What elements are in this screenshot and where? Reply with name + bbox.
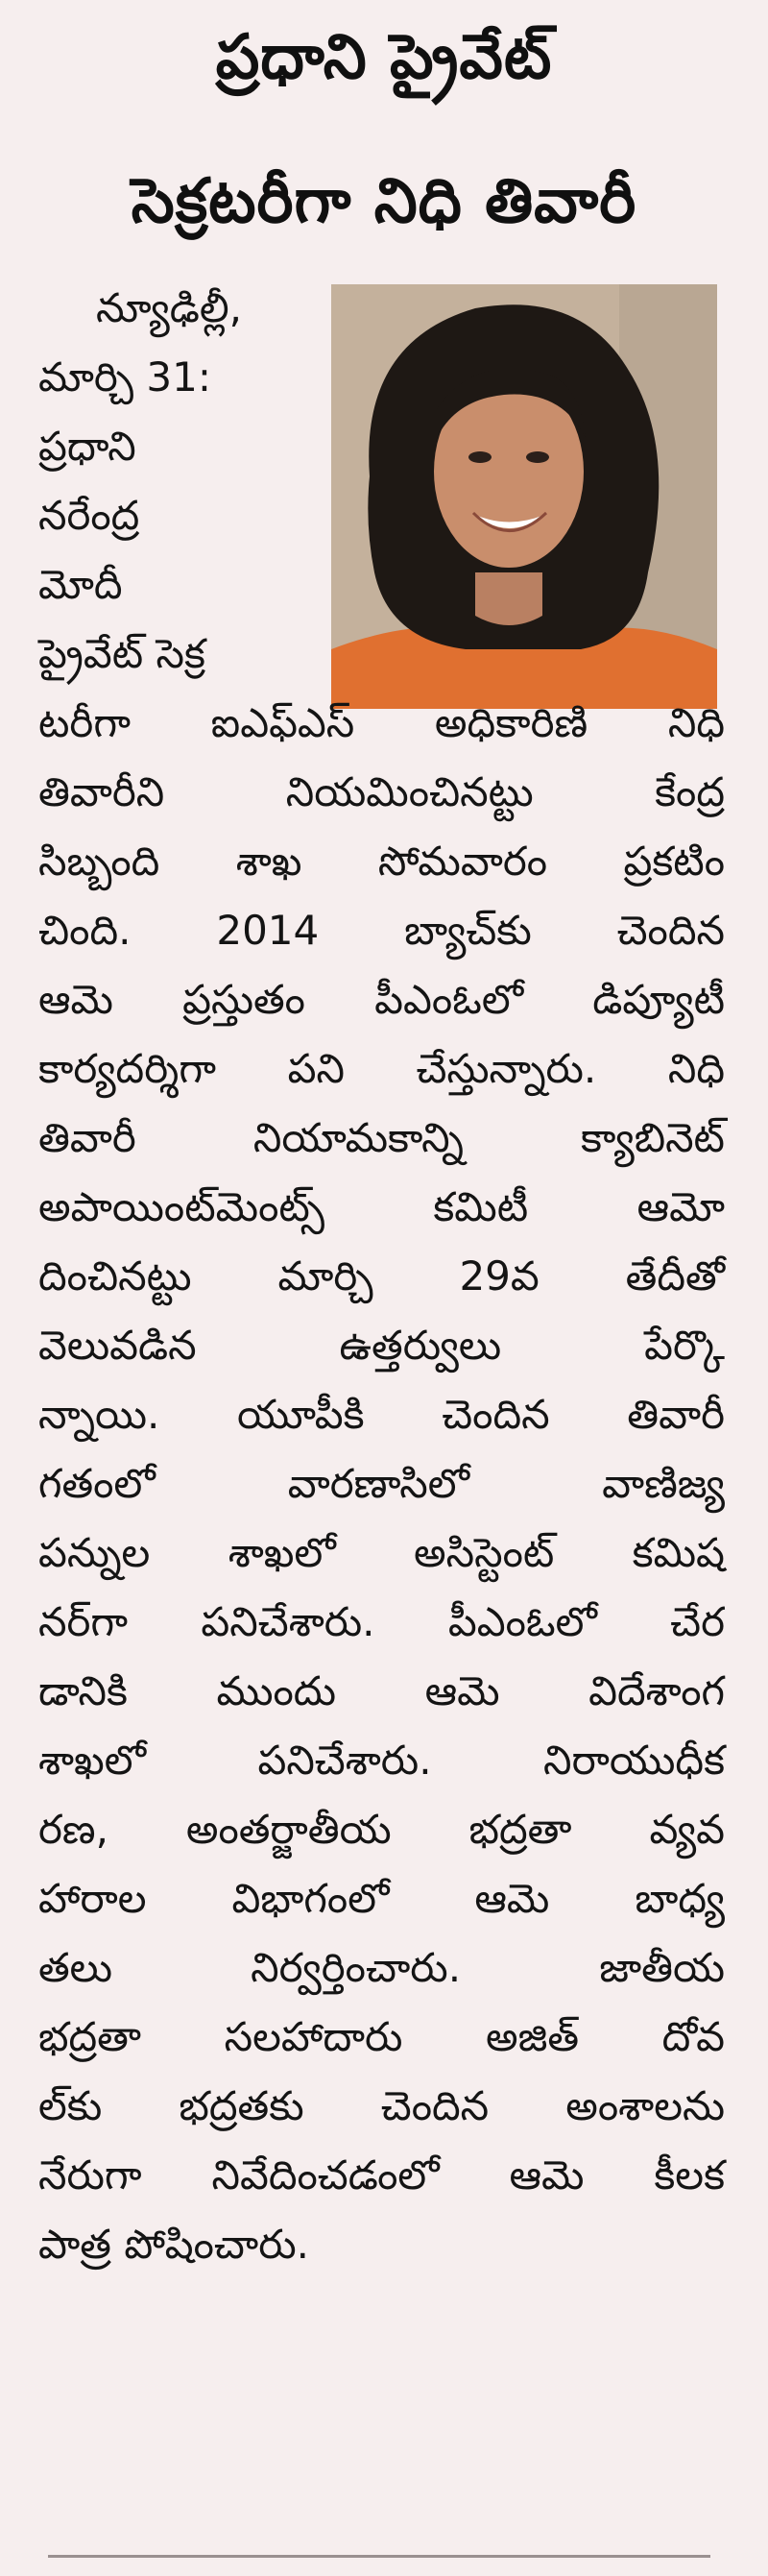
article-line-5: మోదీ xyxy=(38,561,123,608)
article-line-6: ప్రైవేట్ సెక్ర xyxy=(38,630,205,677)
article-line-2: మార్చి 31: xyxy=(38,353,211,401)
portrait-photo xyxy=(331,284,717,709)
article-line-20: నర్‌గా పనిచేశారు. పీఎంఓలో చేర xyxy=(38,1598,725,1645)
headline-line-2: సెక్రటరీగా నిధి తివారీ xyxy=(131,166,637,237)
article-line-28: నేరుగా నివేదించడంలో ఆమె కీలక xyxy=(38,2151,725,2199)
article-line-10: చింది. 2014 బ్యాచ్‌కు చెందిన xyxy=(38,907,725,954)
headline-line-1: ప్రధాని ప్రైవేట్ xyxy=(215,22,553,93)
article-line-23: రణ, అంతర్జాతీయ భద్రతా వ్యవ xyxy=(38,1806,725,1853)
article-line-9: సిబ్బంది శాఖ సోమవారం ప్రకటిం xyxy=(38,838,725,885)
bottom-divider xyxy=(48,2555,710,2558)
article-line-14: అపాయింట్‌మెంట్స్ కమిటీ ఆమో xyxy=(38,1183,725,1230)
portrait-illustration xyxy=(331,284,717,709)
article-line-21: డానికి ముందు ఆమె విదేశాంగ xyxy=(38,1667,725,1714)
article-line-3: ప్రధాని xyxy=(38,423,136,470)
article-line-29: పాత్ర పోషించారు. xyxy=(38,2221,310,2268)
article-line-13: తివారీ నియామకాన్ని క్యాబినెట్ xyxy=(38,1114,725,1161)
article-line-25: తలు నిర్వర్తించారు. జాతీయ xyxy=(38,1944,725,1991)
article-line-16: వెలువడిన ఉత్తర్వులు పేర్కొ xyxy=(38,1322,725,1369)
article-line-27: ల్‌కు భద్రతకు చెందిన అంశాలను xyxy=(38,2082,725,2129)
article-line-18: గతంలో వారణాసిలో వాణిజ్య xyxy=(38,1460,725,1507)
article-line-24: హారాల విభాగంలో ఆమె బాధ్య xyxy=(38,1875,725,1922)
article-line-1: న్యూఢిల్లీ, xyxy=(96,284,242,331)
article-line-19: పన్నుల శాఖలో అసిస్టెంట్ కమిష xyxy=(38,1529,725,1576)
article-line-17: న్నాయి. యూపీకి చెందిన తివారీ xyxy=(38,1391,725,1438)
article-line-11: ఆమె ప్రస్తుతం పీఎంఓలో డిప్యూటీ xyxy=(38,976,725,1023)
article-line-15: దించినట్టు మార్చి 29వ తేదీతో xyxy=(38,1252,725,1300)
article-line-12: కార్యదర్శిగా పని చేస్తున్నారు. నిధి xyxy=(38,1045,725,1092)
article-line-26: భద్రతా సలహాదారు అజిత్ దోవ xyxy=(38,2013,725,2060)
article-line-8: తివారీని నియమించినట్టు కేంద్ర xyxy=(38,768,725,815)
article-line-7: టరీగా ఐఎఫ్ఎస్ అధికారిణి నిధి xyxy=(38,699,725,746)
article-line-4: నరేంద్ర xyxy=(38,492,140,539)
article-line-22: శాఖలో పనిచేశారు. నిరాయుధీక xyxy=(38,1737,725,1784)
